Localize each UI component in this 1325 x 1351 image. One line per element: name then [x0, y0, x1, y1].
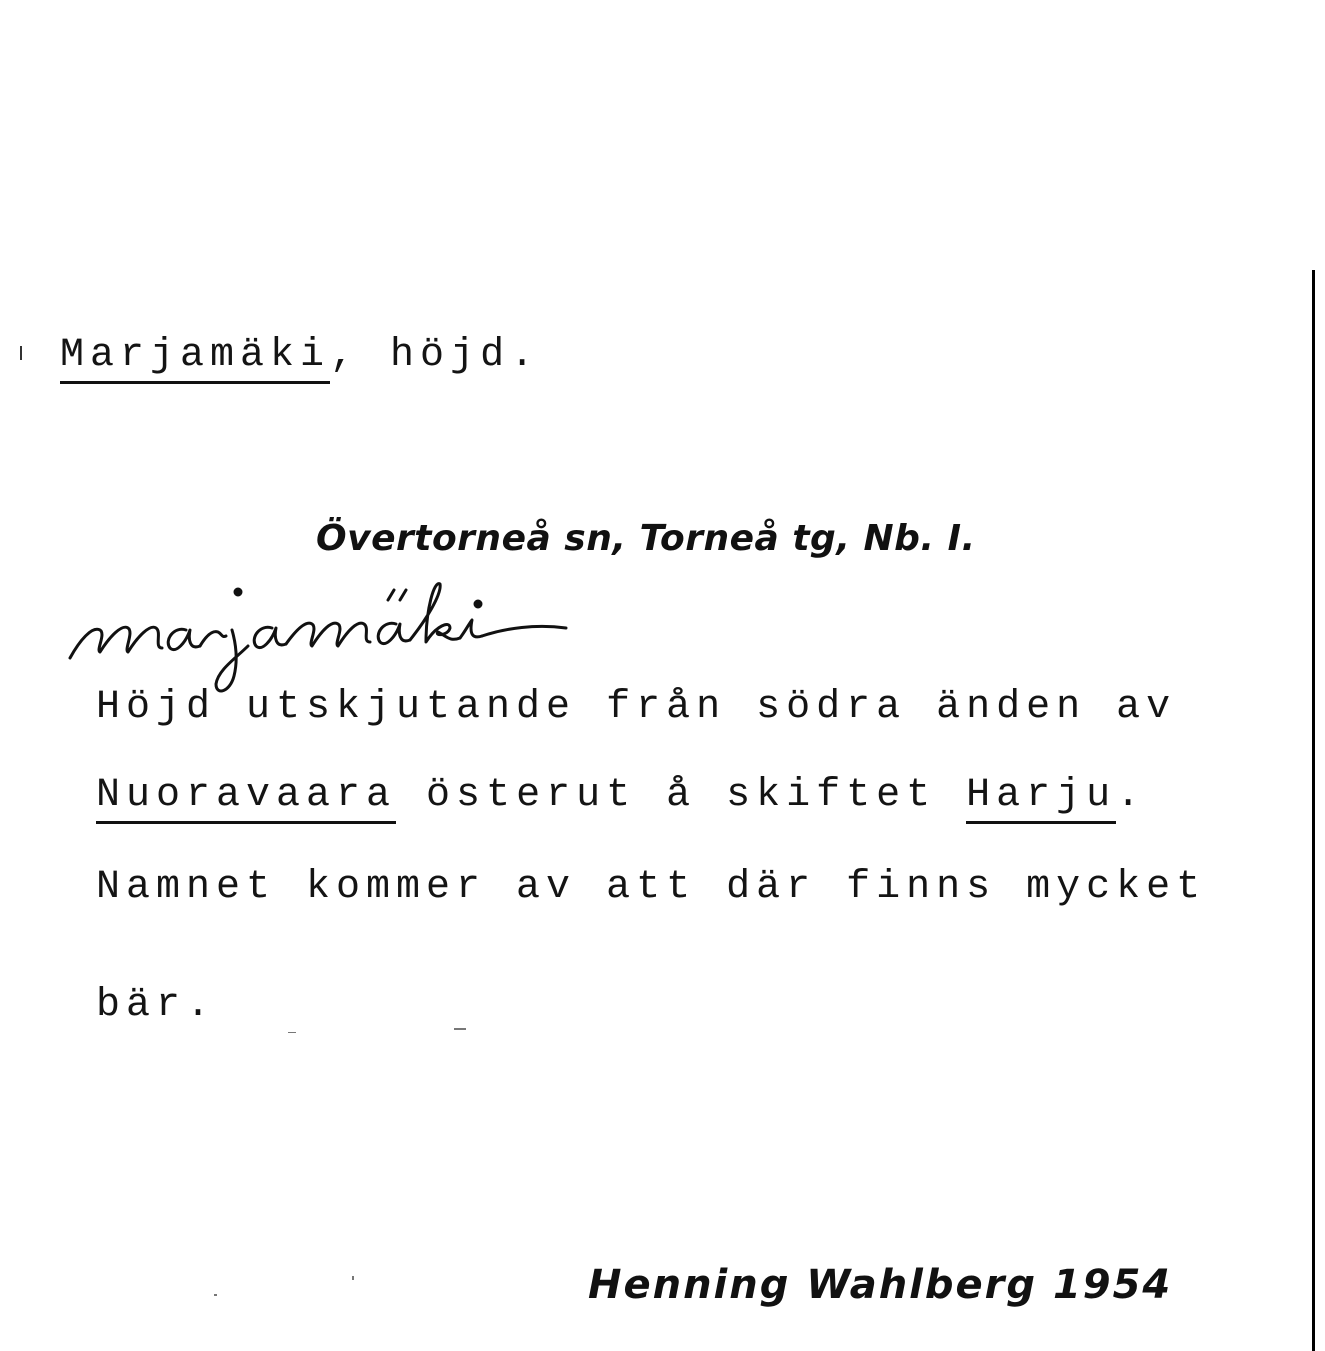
description-line-4: bär. — [96, 983, 217, 1028]
description-line-3: Namnet kommer av att där finns mycket — [96, 865, 1207, 910]
scan-speck — [214, 1294, 217, 1296]
margin-mark — [20, 346, 22, 360]
place-name-harju: Harju — [966, 773, 1116, 824]
entry-type: , höjd. — [330, 333, 541, 378]
scan-speck — [288, 1032, 296, 1033]
card-edge-line — [1312, 270, 1315, 1351]
author-stamp: Henning Wahlberg 1954 — [588, 1262, 1173, 1308]
scan-speck — [454, 1028, 466, 1030]
description-line-1: Höjd utskjutande från södra änden av — [96, 685, 1177, 730]
handwritten-name — [66, 570, 586, 700]
location-stamp: Övertorneå sn, Torneå tg, Nb. I. — [316, 518, 976, 559]
place-name-nuoravaara: Nuoravaara — [96, 773, 396, 824]
description-line-2-middle: österut å skiftet — [396, 773, 967, 818]
entry-header — [60, 333, 541, 378]
scan-speck — [352, 1276, 354, 1280]
description-line-2 — [96, 773, 1147, 818]
entry-name: Marjamäki — [60, 333, 330, 384]
description-line-2-end: . — [1116, 773, 1147, 818]
